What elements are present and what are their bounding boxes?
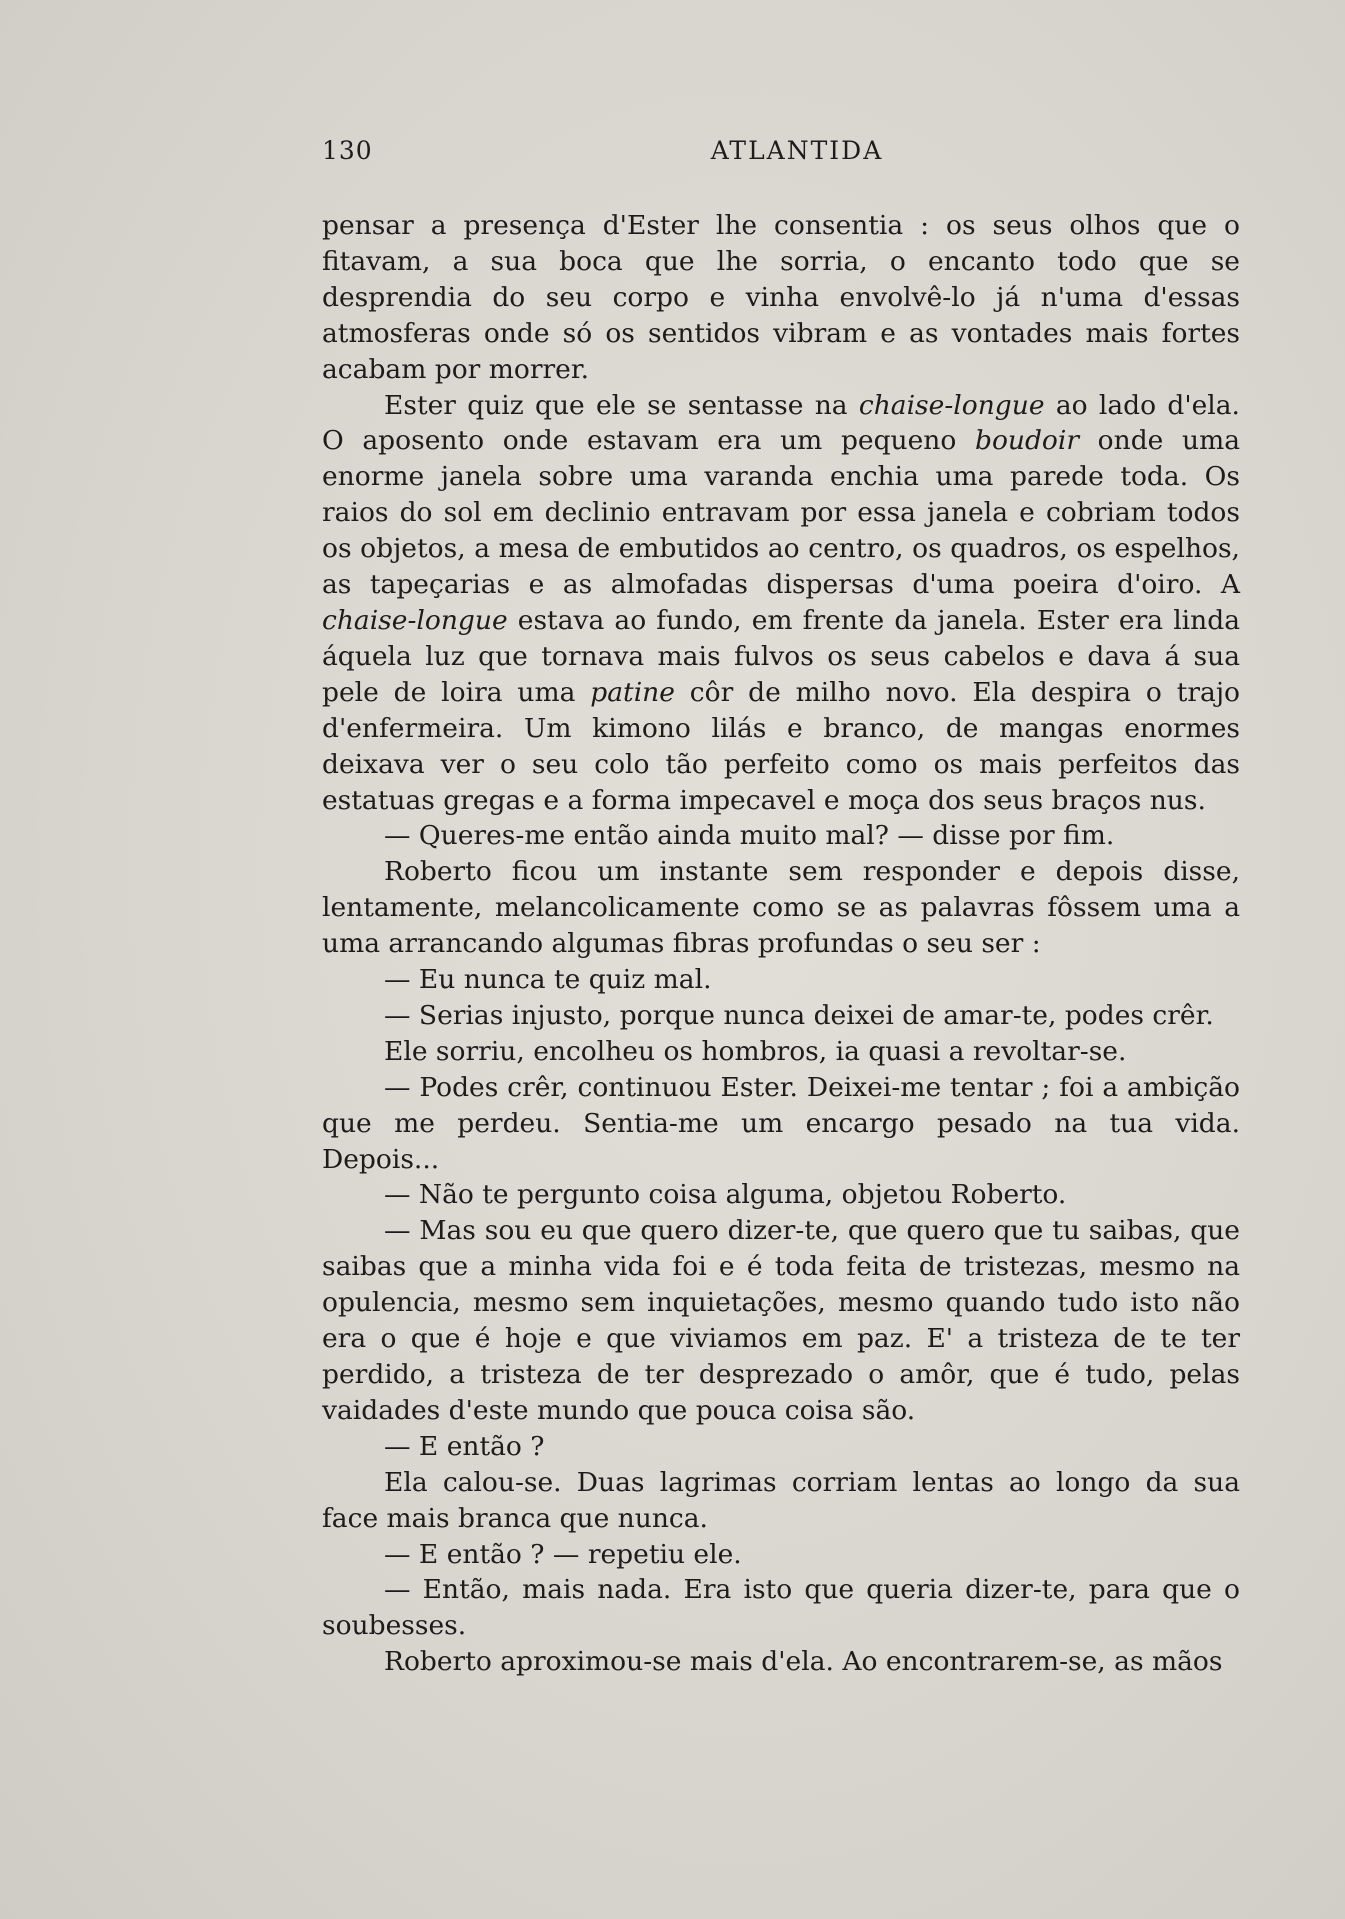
paragraph-5: — Eu nunca te quiz mal.	[384, 964, 712, 996]
paragraph-8: — Podes crêr, continuou Ester. Deixei-me tentar ; foi a ambição que me perdeu. Sentia-me um encargo pesado na tua vida. Depois...	[322, 1071, 1240, 1175]
italic-term: chaise-longue	[858, 389, 1045, 421]
running-title: ATLANTIDA	[710, 136, 884, 165]
paragraph-15: Roberto aproximou-se mais d'ela. Ao encontrarem-se, as mãos	[384, 1646, 1223, 1678]
italic-term: patine	[590, 676, 675, 708]
paragraph-10: — Mas sou eu que quero dizer-te, que quero que tu saibas, que saibas que a minha vida foi e é toda feita de tristezas, mesmo na opulencia, mesmo sem inquietações, mesmo quando tudo isto não era o que é hoje e que viviamos em paz. E' a tristeza de te ter perdido, a tristeza de ter desprezado o amôr, que é tudo, pelas vaidades d'este mundo que pouca coisa são.	[322, 1215, 1240, 1426]
page-number: 130	[322, 136, 373, 165]
paragraph-1: pensar a presença d'Ester lhe consentia : os seus olhos que o fitavam, a sua boca que lhe sorria, o encanto todo que se desprendia do seu corpo e vinha envolvê-lo já n'uma d'essas atmosferas onde só os sentidos vibram e as vontades mais fortes acabam por morrer.	[322, 210, 1240, 385]
italic-term: chaise-longue	[322, 604, 508, 636]
paragraph-14: — Então, mais nada. Era isto que queria dizer-te, para que o soubesses.	[322, 1574, 1240, 1642]
paragraph-9: — Não te pergunto coisa alguma, objetou Roberto.	[384, 1179, 1067, 1211]
running-head	[322, 136, 1240, 176]
paragraph-7: Ele sorriu, encolheu os hombros, ia quasi a revoltar-se.	[384, 1035, 1127, 1067]
body-text	[322, 208, 1240, 1680]
paragraph-12: Ela calou-se. Duas lagrimas corriam lentas ao longo da sua face mais branca que nunca.	[322, 1466, 1240, 1534]
paragraph-6: — Serias injusto, porque nunca deixei de amar-te, podes crêr.	[384, 999, 1214, 1031]
paragraph-2: Ester quiz que ele se sentasse na chaise-longue ao lado d'ela. O aposento onde estavam era um pequeno boudoir onde uma enorme janela sobre uma varanda enchia uma parede toda. Os raios do sol em declinio entravam por essa janela e cobriam todos os objetos, a mesa de embutidos ao centro, os quadros, os espelhos, as tapeçarias e as almofadas dispersas d'uma poeira d'oiro. A chaise-longue estava ao fundo, em frente da janela. Ester era linda áquela luz que tornava mais fulvos os seus cabelos e dava á sua pele de loira uma patine côr de milho novo. Ela despira o trajo d'enfermeira. Um kimono lilás e branco, de mangas enormes deixava ver o seu colo tão perfeito como os mais perfeitos das estatuas gregas e a forma impecavel e moça dos seus braços nus.	[322, 389, 1241, 816]
paragraph-11: — E então ?	[384, 1430, 545, 1462]
paragraph-13: — E então ? — repetiu ele.	[384, 1538, 742, 1570]
paragraph-3: — Queres-me então ainda muito mal? — disse por fim.	[384, 820, 1115, 852]
italic-term: boudoir	[974, 425, 1080, 457]
paragraph-4: Roberto ficou um instante sem responder e depois disse, lentamente, melancolicamente como se as palavras fôssem uma a uma arrancando algumas fibras profundas o seu ser :	[322, 856, 1240, 960]
